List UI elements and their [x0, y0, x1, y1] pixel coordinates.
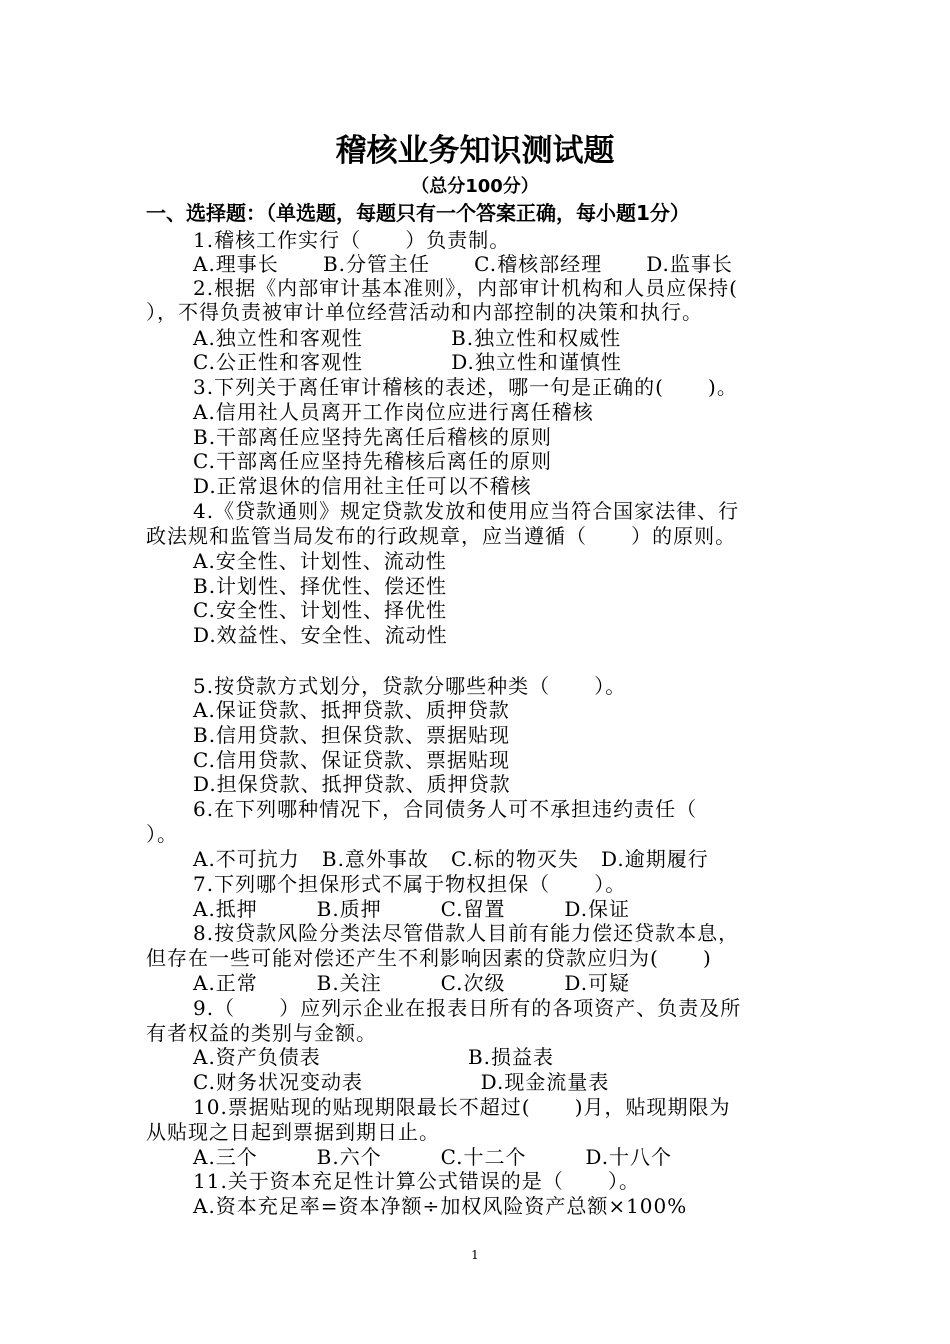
text-line: 有者权益的类别与金额。: [146, 1021, 377, 1045]
text-line: 3.下列关于离任审计稽核的表述，哪一句是正确的( )。: [193, 375, 738, 399]
text-line: ）。: [146, 822, 178, 846]
text-line: 4.《贷款通则》规定贷款发放和使用应当符合国家法律、行: [193, 499, 740, 523]
text-line: 1.稽核工作实行（ ）负责制。: [193, 228, 511, 252]
text-line: C.公正性和客观性 D.独立性和谨慎性: [193, 350, 622, 374]
text-line: C.干部离任应坚持先稽核后离任的原则: [193, 449, 552, 473]
text-line: A.安全性、计划性、流动性: [193, 549, 447, 573]
text-line: D.正常退休的信用社主任可以不稽核: [193, 474, 532, 498]
text-line: A.理事长 B.分管主任 C.稽核部经理 D.监事长: [193, 252, 733, 276]
text-line: 7.下列哪个担保形式不属于物权担保（ ）。: [193, 872, 627, 896]
text-line: A.信用社人员离开工作岗位应进行离任稽核: [193, 400, 594, 424]
section-heading: 一、选择题：（单选题，每题只有一个答案正确，每小题1分）: [146, 201, 690, 225]
text-line: A.资本充足率=资本净额÷加权风险资产总额×100%: [193, 1194, 688, 1218]
text-line: 2.根据《内部审计基本准则》，内部审计机构和人员应保持(: [193, 276, 738, 300]
text-line: ），不得负责被审计单位经营活动和内部控制的决策和执行。: [146, 300, 703, 324]
text-line: 但存在一些可能对偿还产生不利影响因素的贷款应归为( ): [146, 946, 712, 970]
text-line: A.正常 B.关注 C.次级 D.可疑: [193, 971, 631, 995]
text-line: A.保证贷款、抵押贷款、质押贷款: [193, 698, 510, 722]
text-line: 政法规和监管当局发布的行政规章，应当遵循（ ）的原则。: [146, 524, 737, 548]
text-line: C.财务状况变动表 D.现金流量表: [193, 1070, 610, 1094]
page-number: 1: [471, 1248, 479, 1262]
document-subtitle: （总分100分）: [411, 176, 539, 197]
text-line: A.三个 B.六个 C.十二个 D.十八个: [193, 1145, 673, 1169]
text-line: 9.（ ）应列示企业在报表日所有的各项资产、负责及所: [193, 996, 742, 1020]
text-line: B.计划性、择优性、偿还性: [193, 574, 448, 598]
text-line: A.不可抗力 B.意外事故 C.标的物灭失 D.逾期履行: [193, 847, 709, 871]
text-line: 11.关于资本充足性计算公式错误的是（ ）。: [193, 1169, 640, 1193]
text-line: 10.票据贴现的贴现期限最长不超过( )月，贴现期限为: [193, 1095, 731, 1119]
text-line: D.效益性、安全性、流动性: [193, 623, 448, 647]
text-line: A.抵押 B.质押 C.留置 D.保证: [193, 897, 631, 921]
text-line: 从贴现之日起到票据到期日止。: [146, 1120, 440, 1144]
text-line: A.资产负债表 B.损益表: [193, 1045, 555, 1069]
document-title: 稽核业务知识测试题: [335, 133, 615, 169]
text-line: A.独立性和客观性 B.独立性和权威性: [193, 326, 622, 350]
text-line: 6.在下列哪种情况下，合同债务人可不承担违约责任（: [193, 797, 698, 821]
text-line: C.信用贷款、保证贷款、票据贴现: [193, 748, 510, 772]
text-line: C.安全性、计划性、择优性: [193, 598, 447, 622]
text-line: B.干部离任应坚持先离任后稽核的原则: [193, 425, 553, 449]
text-line: 8.按贷款风险分类法尽管借款人目前有能力偿还贷款本息，: [193, 921, 740, 945]
text-line: D.担保贷款、抵押贷款、质押贷款: [193, 772, 511, 796]
text-line: B.信用贷款、担保贷款、票据贴现: [193, 723, 511, 747]
text-line: 5.按贷款方式划分，贷款分哪些种类（ ）。: [193, 674, 627, 698]
